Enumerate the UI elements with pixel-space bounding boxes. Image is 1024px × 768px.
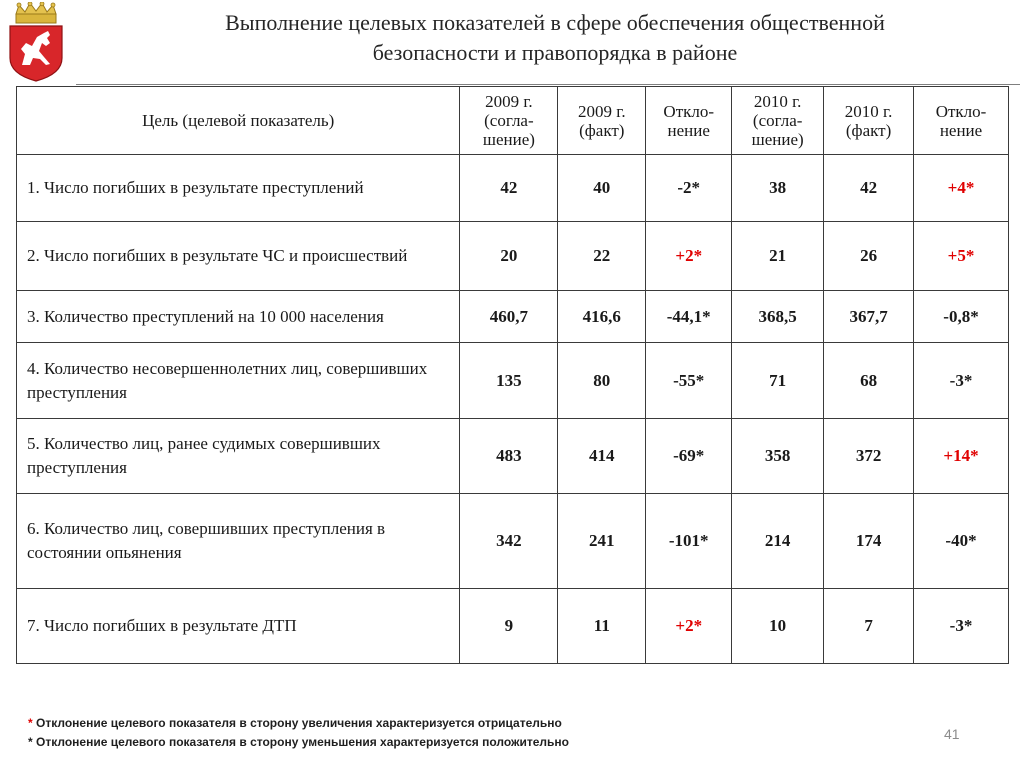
fact-2009-cell: 40 [558, 155, 646, 222]
plan-2010-cell: 21 [732, 222, 824, 291]
deviation-2009-cell: -69* [646, 419, 732, 494]
table-row [17, 222, 1009, 291]
footnote-2: * Отклонение целевого показателя в сторону уменьшения характеризуется положительно [28, 735, 570, 749]
header-fact-2010: 2010 г. (факт) [824, 87, 914, 155]
plan-2009-cell: 9 [460, 589, 558, 664]
fact-2010-cell: 68 [824, 343, 914, 419]
fact-2010-cell: 42 [824, 155, 914, 222]
plan-2010-cell: 358 [732, 419, 824, 494]
plan-2010-cell: 214 [732, 494, 824, 589]
fact-2010-cell: 367,7 [824, 291, 914, 343]
table-row [17, 419, 1009, 494]
header-fact-2009: 2009 г. (факт) [558, 87, 646, 155]
table-row [17, 291, 1009, 343]
deviation-2009-cell: -2* [646, 155, 732, 222]
deviation-2010-cell: -3* [914, 589, 1009, 664]
deviation-2010-cell: +14* [914, 419, 1009, 494]
goal-cell: 7. Число погибших в результате ДТП [17, 589, 460, 664]
deviation-2010-cell: +4* [914, 155, 1009, 222]
header-goal: Цель (целевой показатель) [17, 87, 460, 155]
title-line-1: Выполнение целевых показателей в сфере обеспечения общественной [225, 10, 885, 35]
title-line-2: безопасности и правопорядка в районе [372, 40, 738, 65]
footnote-1-text: Отклонение целевого показателя в сторону увеличения характеризуется отрицательно [32, 716, 562, 730]
deviation-2010-cell: -40* [914, 494, 1009, 589]
goal-cell: 4. Количество несовершеннолетних лиц, совершивших преступления [17, 343, 460, 419]
fact-2009-cell: 416,6 [558, 291, 646, 343]
header-rule [76, 84, 1020, 85]
fact-2009-cell: 80 [558, 343, 646, 419]
header-plan-2010: 2010 г. (согла- шение) [732, 87, 824, 155]
crown-icon [16, 2, 56, 23]
deviation-2009-cell: -101* [646, 494, 732, 589]
table-row [17, 494, 1009, 589]
coat-of-arms-icon [6, 2, 66, 82]
fact-2010-cell: 26 [824, 222, 914, 291]
fact-2009-cell: 414 [558, 419, 646, 494]
footnotes [28, 714, 569, 752]
goal-cell: 5. Количество лиц, ранее судимых совершивших преступления [17, 419, 460, 494]
deviation-2009-cell: +2* [646, 222, 732, 291]
plan-2010-cell: 38 [732, 155, 824, 222]
table-row [17, 155, 1009, 222]
goal-cell: 2. Число погибших в результате ЧС и происшествий [17, 222, 460, 291]
plan-2009-cell: 42 [460, 155, 558, 222]
deviation-2009-cell: -44,1* [646, 291, 732, 343]
goal-cell: 6. Количество лиц, совершивших преступления в состоянии опьянения [17, 494, 460, 589]
header-deviation-2009: Откло- нение [646, 87, 732, 155]
page-number: 41 [944, 726, 960, 742]
plan-2009-cell: 135 [460, 343, 558, 419]
deviation-2009-cell: -55* [646, 343, 732, 419]
fact-2010-cell: 174 [824, 494, 914, 589]
plan-2009-cell: 342 [460, 494, 558, 589]
fact-2009-cell: 22 [558, 222, 646, 291]
table-header-row [17, 87, 1009, 155]
deviation-2010-cell: +5* [914, 222, 1009, 291]
plan-2009-cell: 20 [460, 222, 558, 291]
goal-cell: 1. Число погибших в результате преступлений [17, 155, 460, 222]
deviation-2009-cell: +2* [646, 589, 732, 664]
plan-2010-cell: 71 [732, 343, 824, 419]
footnote-1-star: * [28, 716, 33, 730]
plan-2010-cell: 368,5 [732, 291, 824, 343]
fact-2009-cell: 241 [558, 494, 646, 589]
table-row [17, 343, 1009, 419]
plan-2010-cell: 10 [732, 589, 824, 664]
page-title [90, 8, 1020, 68]
fact-2009-cell: 11 [558, 589, 646, 664]
fact-2010-cell: 7 [824, 589, 914, 664]
indicators-table [16, 86, 1009, 664]
header-deviation-2010: Откло- нение [914, 87, 1009, 155]
fact-2010-cell: 372 [824, 419, 914, 494]
footnote-1 [28, 714, 569, 733]
goal-cell: 3. Количество преступлений на 10 000 населения [17, 291, 460, 343]
deviation-2010-cell: -3* [914, 343, 1009, 419]
table-row [17, 589, 1009, 664]
deviation-2010-cell: -0,8* [914, 291, 1009, 343]
plan-2009-cell: 460,7 [460, 291, 558, 343]
plan-2009-cell: 483 [460, 419, 558, 494]
header-plan-2009: 2009 г. (согла- шение) [460, 87, 558, 155]
